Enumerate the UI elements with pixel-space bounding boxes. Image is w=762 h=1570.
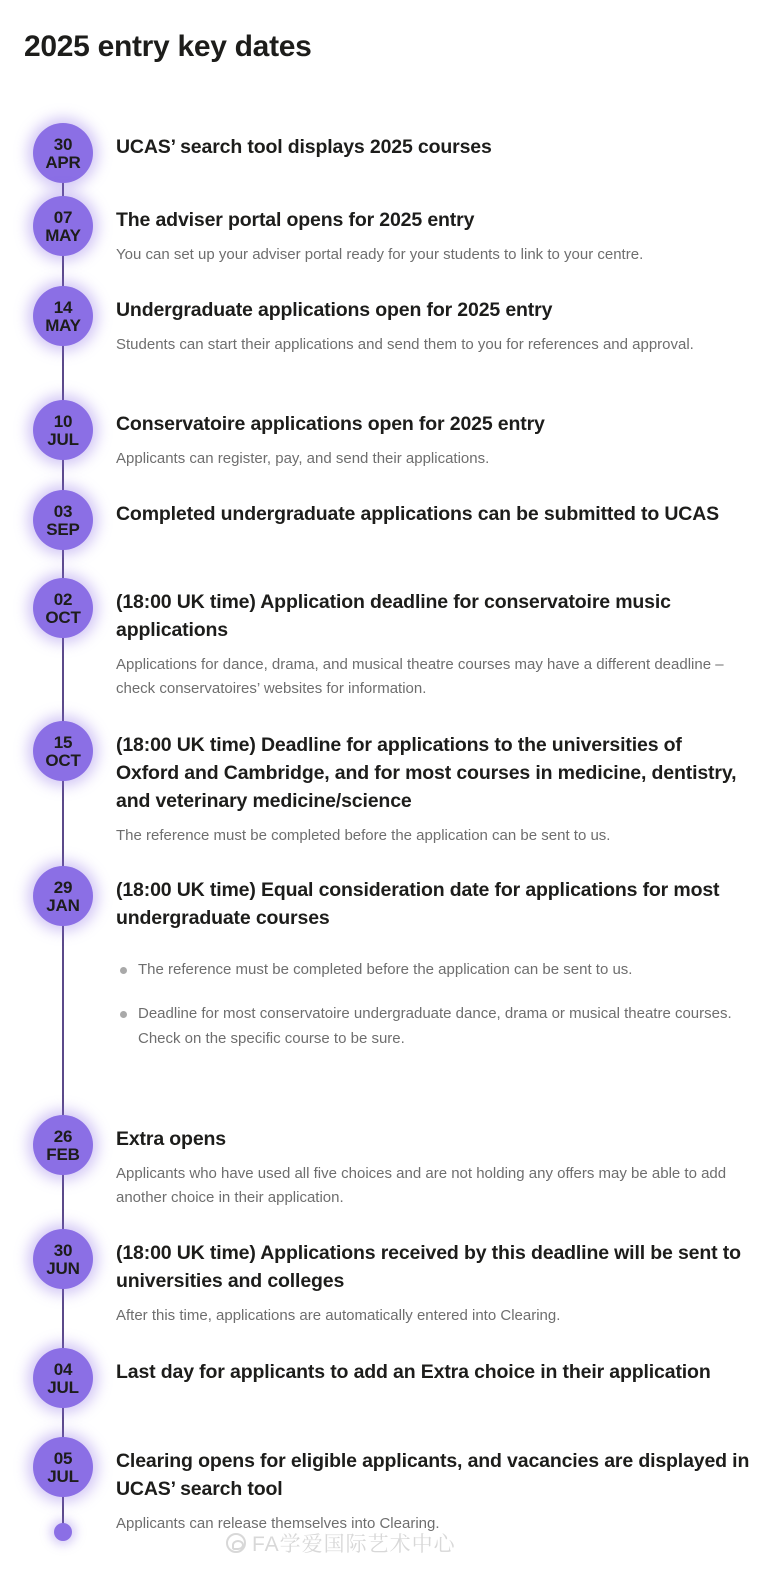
bullet-dot-icon: [120, 1011, 127, 1018]
date-day: 10: [53, 411, 73, 431]
date-bubble: [33, 490, 93, 550]
timeline-entry: [0, 866, 762, 1051]
date-bubble: [33, 196, 93, 256]
date-month: JUL: [47, 1377, 79, 1397]
date-month: JUN: [46, 1258, 80, 1278]
entry-description: You can set up your adviser portal ready for your students to link to your centre.: [116, 246, 644, 264]
entry-heading: Extra opens: [116, 1128, 226, 1150]
entry-bullet-list: [116, 958, 750, 1051]
date-bubble: [33, 286, 93, 346]
date-bubble: [33, 578, 93, 638]
entry-bullet-item: [116, 1002, 750, 1051]
date-month: JAN: [46, 895, 80, 915]
entry-heading: Clearing opens for eligible applicants, and vacancies are displayed in UCAS’ search tool: [116, 1450, 750, 1501]
entry-heading: (18:00 UK time) Equal consideration date for applications for most undergraduate courses: [116, 879, 720, 930]
entry-description: Applicants can register, pay, and send their applications.: [116, 450, 490, 468]
date-bubble: [33, 123, 93, 183]
timeline-entry: [0, 286, 762, 357]
bullet-dot-icon: [120, 967, 127, 974]
date-month: JUL: [47, 1466, 79, 1486]
timeline-entry: [0, 578, 762, 702]
entry-description: The reference must be completed before the application can be sent to us.: [116, 827, 611, 845]
date-bubble: [33, 866, 93, 926]
entry-heading: Conservatoire applications open for 2025 entry: [116, 413, 545, 435]
date-day: 14: [53, 297, 73, 317]
date-day: 02: [53, 589, 73, 609]
date-month: APR: [45, 152, 81, 172]
date-month: OCT: [45, 607, 81, 627]
timeline-entry: [0, 1348, 762, 1400]
timeline-entry: [0, 196, 762, 267]
date-day: 04: [53, 1359, 73, 1379]
date-day: 26: [53, 1126, 73, 1146]
date-day: 03: [53, 501, 73, 521]
date-bubble: [33, 1115, 93, 1175]
timeline-entry: [0, 490, 762, 542]
timeline-entry: [0, 1229, 762, 1328]
date-month: SEP: [46, 519, 80, 539]
date-month: OCT: [45, 750, 81, 770]
timeline-entry: [0, 721, 762, 849]
timeline-entry: [0, 1437, 762, 1536]
date-bubble: [33, 1437, 93, 1497]
entry-description: Applications for dance, drama, and musical theatre courses may have a different deadline – check conservatoires’ websites for information.: [116, 656, 724, 698]
timeline-entry: [0, 123, 762, 175]
entry-bullet-text: The reference must be completed before the application can be sent to us.: [138, 961, 633, 979]
entry-heading: (18:00 UK time) Deadline for applications to the universities of Oxford and Cambridge, and for most courses in medicine, dentistry, and veterinary medicine/science: [116, 734, 737, 813]
entry-heading: The adviser portal opens for 2025 entry: [116, 209, 475, 231]
entry-description: Applicants can release themselves into Clearing.: [116, 1515, 440, 1533]
date-month: MAY: [45, 315, 81, 335]
date-day: 15: [53, 732, 73, 752]
date-month: JUL: [47, 429, 79, 449]
date-day: 30: [53, 134, 73, 154]
entry-heading: Undergraduate applications open for 2025 entry: [116, 299, 553, 321]
date-bubble: [33, 1229, 93, 1289]
date-day: 07: [53, 207, 73, 227]
timeline-entries: [0, 110, 762, 1570]
watermark-text: FA学爱国际艺术中心: [252, 1533, 456, 1556]
timeline-entry: [0, 400, 762, 471]
entry-description: Students can start their applications and send them to you for references and approval.: [116, 336, 694, 354]
date-bubble: [33, 721, 93, 781]
timeline-entry: [0, 1115, 762, 1211]
entry-bullet-text: Deadline for most conservatoire undergraduate dance, drama or musical theatre courses. Check on the specific course to be sure.: [138, 1005, 732, 1047]
entry-heading: Last day for applicants to add an Extra choice in their application: [116, 1361, 711, 1383]
date-day: 30: [53, 1240, 73, 1260]
date-bubble: [33, 400, 93, 460]
timeline: [0, 110, 762, 1570]
entry-heading: UCAS’ search tool displays 2025 courses: [116, 136, 492, 158]
date-day: 29: [53, 877, 73, 897]
date-day: 05: [53, 1448, 73, 1468]
entry-heading: Completed undergraduate applications can be submitted to UCAS: [116, 503, 720, 525]
entry-description: After this time, applications are automatically entered into Clearing.: [116, 1307, 561, 1325]
entry-bullet-item: [116, 958, 750, 982]
entry-heading: (18:00 UK time) Applications received by this deadline will be sent to universities and colleges: [116, 1242, 741, 1293]
date-month: MAY: [45, 225, 81, 245]
date-month: FEB: [46, 1144, 80, 1164]
timeline-end-dot: [54, 1523, 72, 1541]
date-bubble: [33, 1348, 93, 1408]
page-title: 2025 entry key dates: [24, 30, 312, 63]
entry-description: Applicants who have used all five choices and are not holding any offers may be able to add another choice in their application.: [116, 1165, 727, 1207]
entry-heading: (18:00 UK time) Application deadline for conservatoire music applications: [116, 591, 671, 642]
